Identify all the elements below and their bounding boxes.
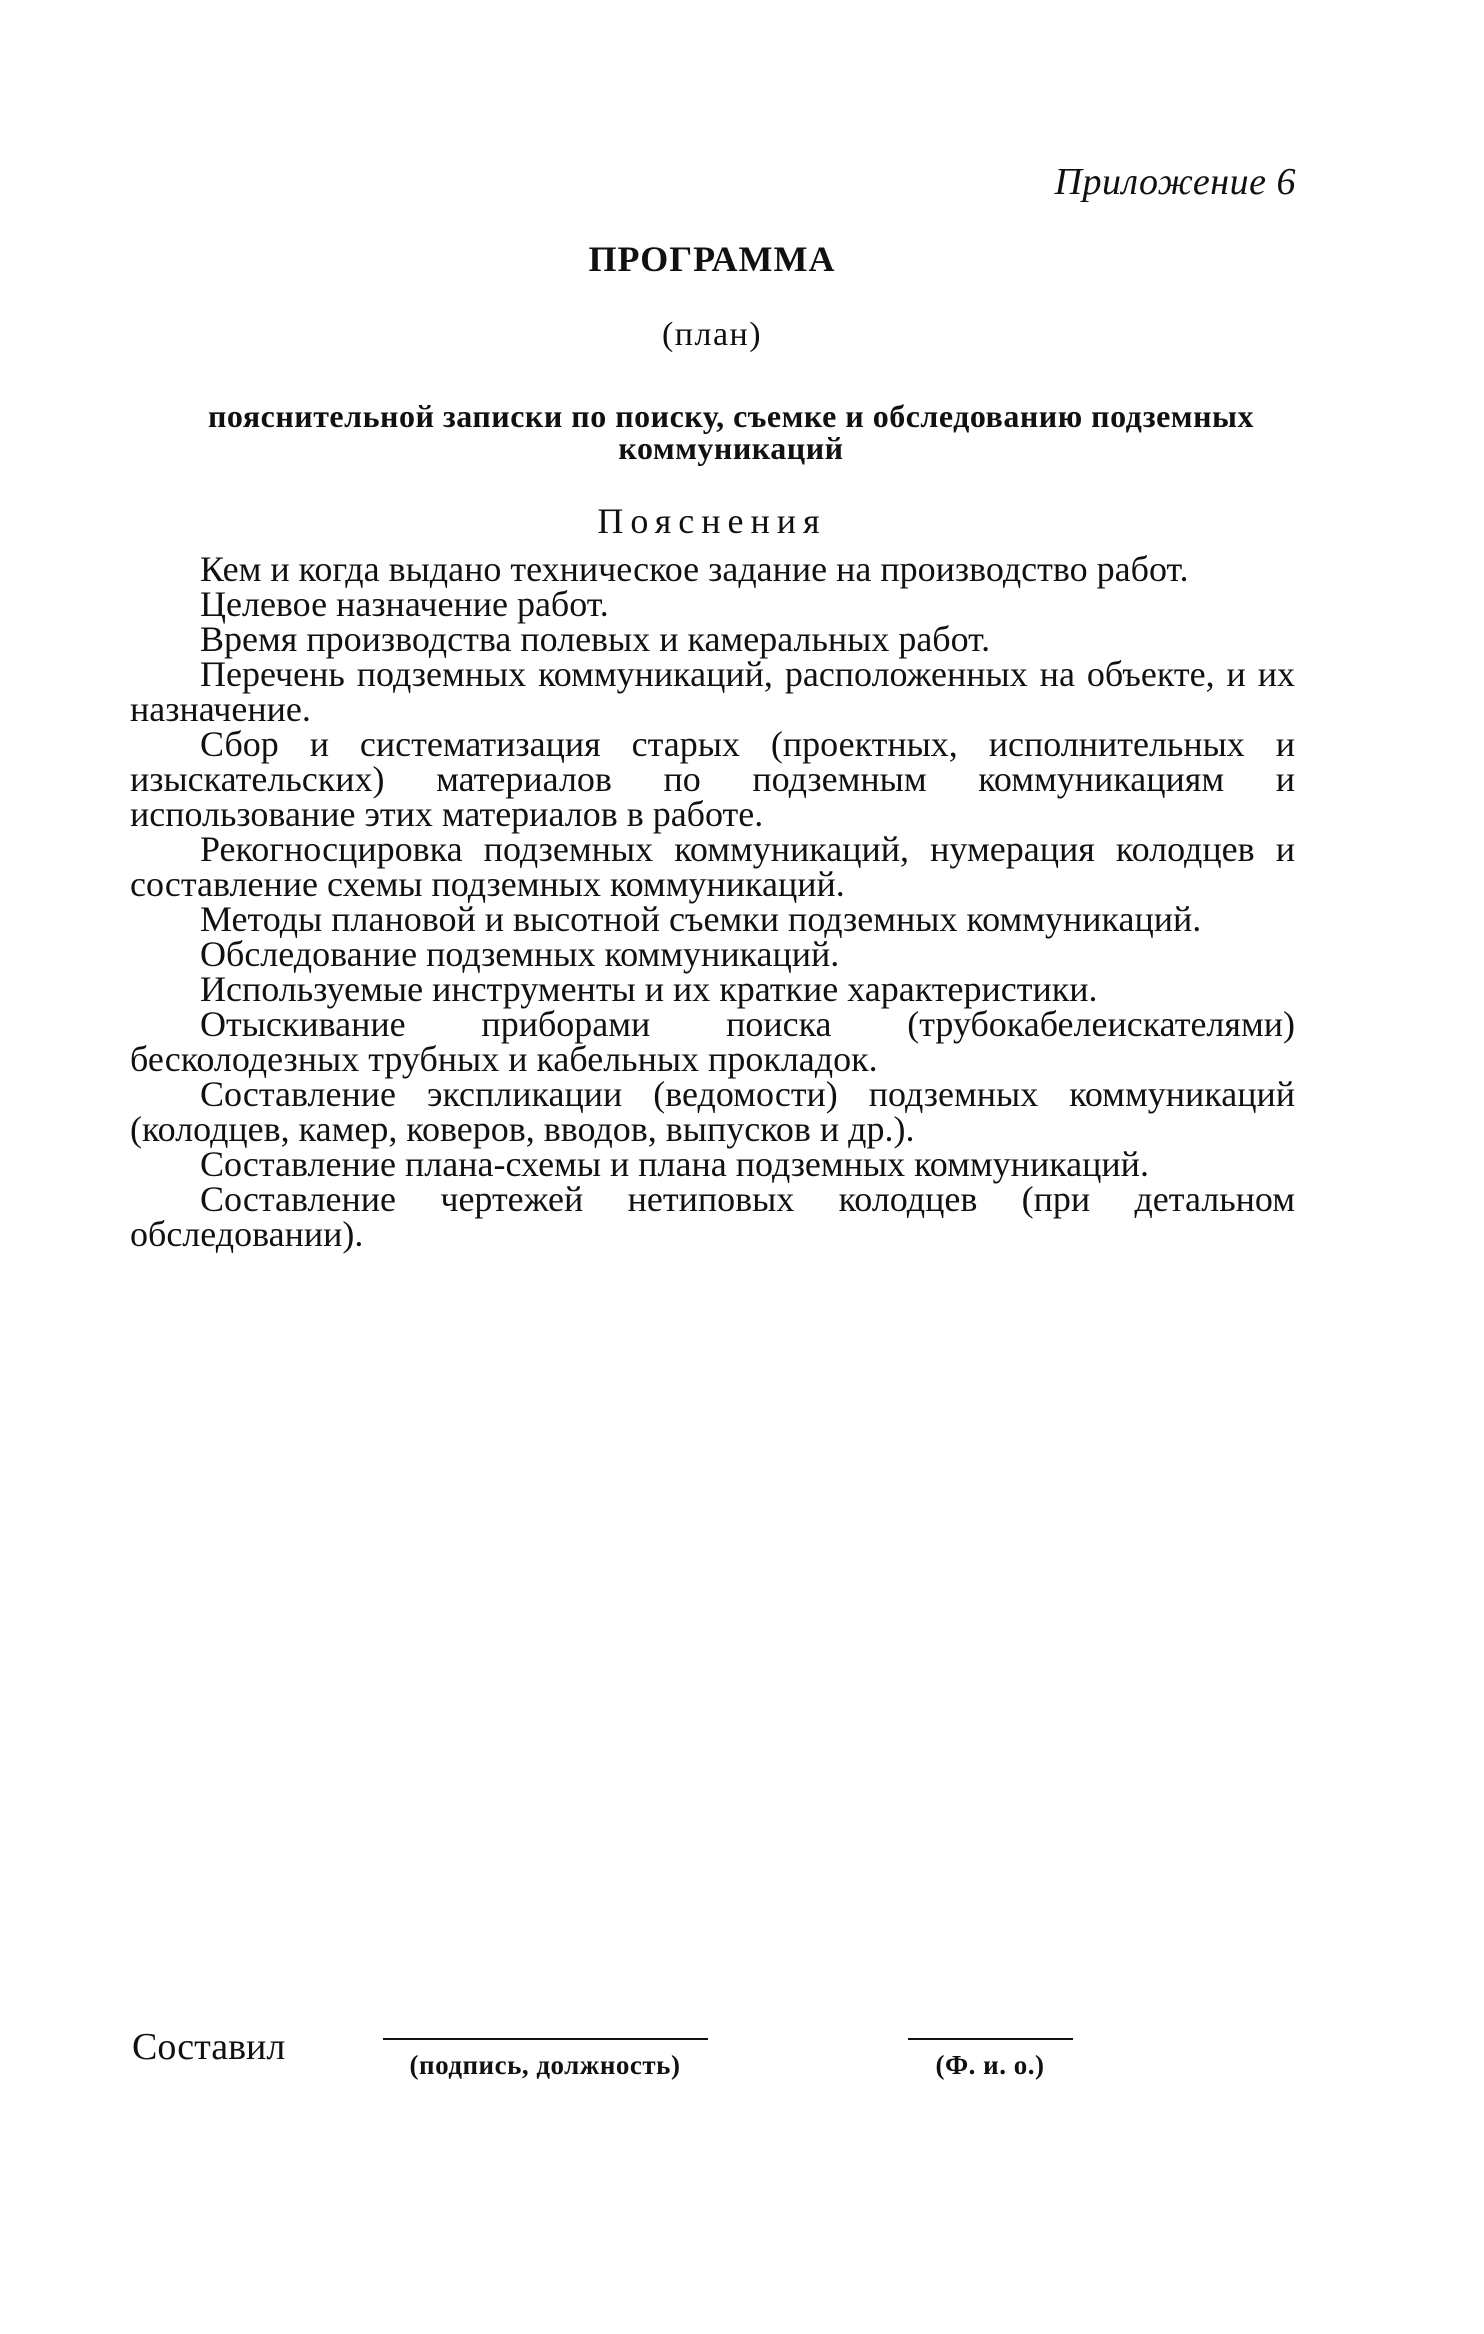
signature-label: Составил	[132, 2026, 286, 2068]
paragraph: Отыскивание приборами поиска (трубокабелеискателями) бесколодезных трубных и кабельных прокладок.	[130, 1004, 1295, 1079]
document-heading: пояснительной записки по поиску, съемке и обследованию подземных коммуникаций	[207, 398, 1255, 466]
appendix-label: Приложение 6	[1054, 161, 1296, 203]
paragraph: Целевое назначение работ.	[200, 584, 609, 624]
paragraph: Составление плана-схемы и плана подземных коммуникаций.	[200, 1144, 1149, 1184]
paragraph: Сбор и систематизация старых (проектных, исполнительных и изыскательских) материалов по подземным коммуникациям и использование этих материалов в работе.	[130, 724, 1295, 834]
signature-position-caption: (подпись, должность)	[409, 2050, 681, 2080]
signature-name-block	[905, 2038, 1075, 2081]
paragraph: Обследование подземных коммуникаций.	[200, 934, 840, 974]
paragraph: Составление экспликации (ведомости) подземных коммуникаций (колодцев, камер, коверов, вводов, выпусков и др.).	[130, 1074, 1295, 1149]
paragraph: Составление чертежей нетиповых колодцев (при детальном обследовании).	[130, 1179, 1295, 1254]
paragraph: Перечень подземных коммуникаций, расположенных на объекте, и их назначение.	[130, 654, 1295, 729]
signature-position-block	[380, 2038, 710, 2081]
document-title: ПРОГРАММА	[588, 239, 836, 279]
document-subtitle: (план)	[661, 316, 763, 353]
paragraph: Время производства полевых и камеральных работ.	[200, 619, 991, 659]
paragraph: Используемые инструменты и их краткие характеристики.	[200, 969, 1098, 1009]
paragraph: Методы плановой и высотной съемки подземных коммуникаций.	[200, 899, 1202, 939]
paragraph: Кем и когда выдано техническое задание на производство работ.	[200, 549, 1189, 589]
name-line	[908, 2038, 1073, 2040]
explanations-title: Пояснения	[597, 501, 827, 541]
signature-name-caption: (Ф. и. о.)	[935, 2050, 1045, 2080]
paragraph: Рекогносцировка подземных коммуникаций, нумерация колодцев и составление схемы подземных коммуникаций.	[130, 829, 1295, 904]
explanations-body	[130, 549, 1295, 1254]
signature-line	[383, 2038, 708, 2040]
